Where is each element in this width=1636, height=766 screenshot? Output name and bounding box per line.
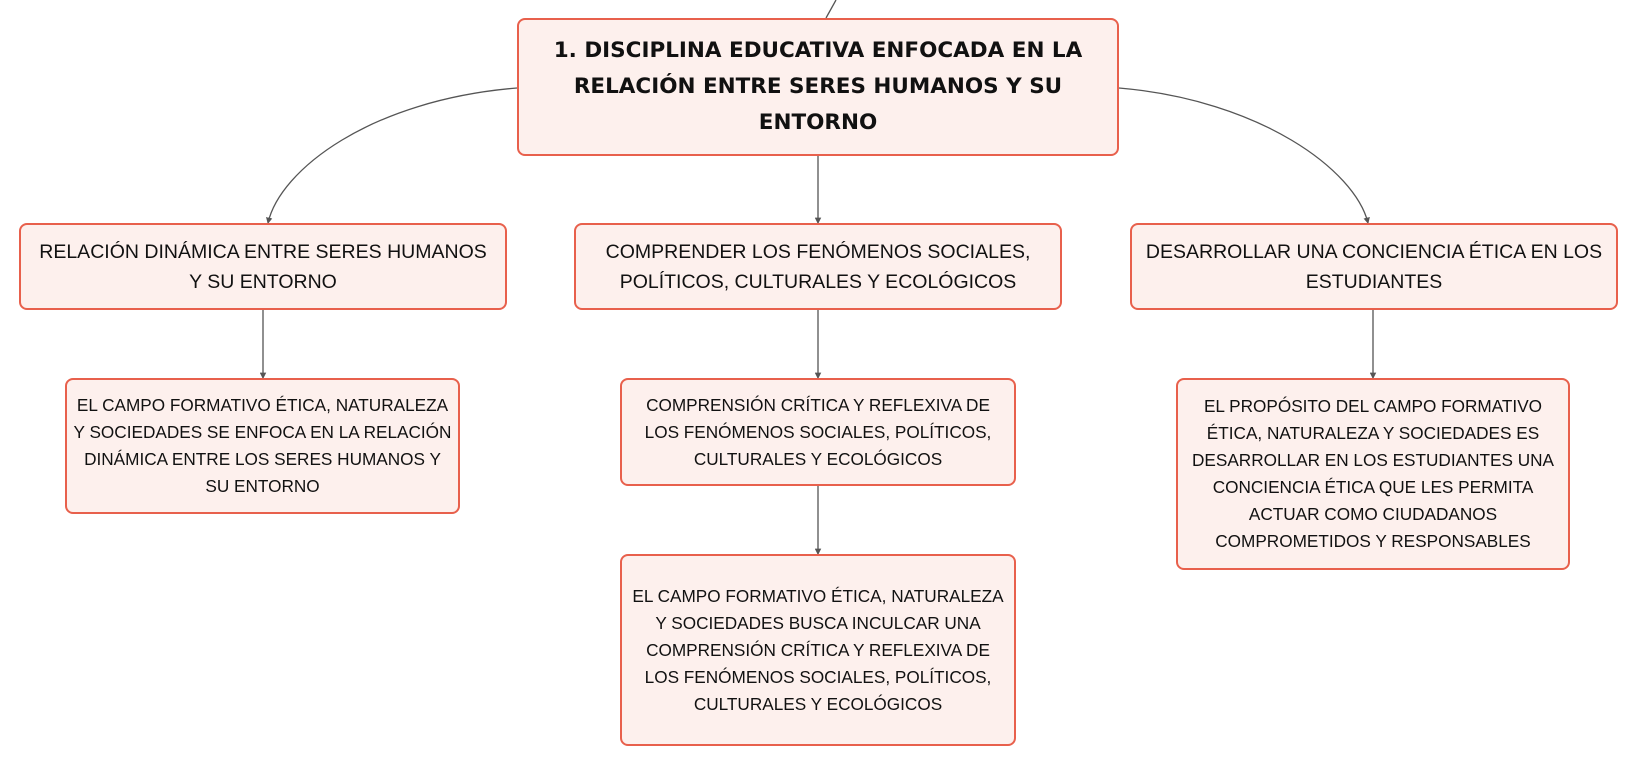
- branch-node-relacion-dinamica[interactable]: [19, 223, 507, 310]
- leaf-node-enfoque-relacion[interactable]: [65, 378, 460, 514]
- leaf-node-label: EL CAMPO FORMATIVO ÉTICA, NATURALEZA Y SOCIEDADES SE ENFOCA EN LA RELACIÓN DINÁMICA ENTRE LOS SERES HUMANOS Y SU ENTORNO: [73, 395, 452, 496]
- root-topic-node[interactable]: [517, 18, 1119, 156]
- connector-parent-to-root: [826, 0, 836, 18]
- leaf-node-label: COMPRENSIÓN CRÍTICA Y REFLEXIVA DE LOS FENÓMENOS SOCIALES, POLÍTICOS, CULTURALES Y ECOLÓGICOS: [644, 394, 992, 469]
- leaf-node-proposito-campo[interactable]: [1176, 378, 1570, 570]
- connector-root-to-left-branch: [268, 88, 517, 223]
- branch-node-label: COMPRENDER LOS FENÓMENOS SOCIALES, POLÍTICOS, CULTURALES Y ECOLÓGICOS: [605, 240, 1031, 293]
- leaf-node-inculcar-comprension[interactable]: [620, 554, 1016, 746]
- branch-node-comprender-fenomenos[interactable]: [574, 223, 1062, 310]
- leaf-node-label: EL PROPÓSITO DEL CAMPO FORMATIVO ÉTICA, NATURALEZA Y SOCIEDADES ES DESARROLLAR EN LOS ESTUDIANTES UNA CONCIENCIA ÉTICA QUE LES PERMITA ACTUAR COMO CIUDADANOS COMPROMETIDOS Y RESPONSABLES: [1192, 396, 1554, 551]
- leaf-node-comprension-critica[interactable]: [620, 378, 1016, 486]
- connector-root-to-right-branch: [1119, 88, 1368, 223]
- branch-node-label: RELACIÓN DINÁMICA ENTRE SERES HUMANOS Y SU ENTORNO: [39, 240, 487, 293]
- root-topic-label: 1. DISCIPLINA EDUCATIVA ENFOCADA EN LA RELACIÓN ENTRE SERES HUMANOS Y SU ENTORNO: [553, 38, 1083, 135]
- leaf-node-label: EL CAMPO FORMATIVO ÉTICA, NATURALEZA Y SOCIEDADES BUSCA INCULCAR UNA COMPRENSIÓN CRÍTICA Y REFLEXIVA DE LOS FENÓMENOS SOCIALES, POLÍTICOS, CULTURALES Y ECOLÓGICOS: [632, 585, 1004, 714]
- branch-node-label: DESARROLLAR UNA CONCIENCIA ÉTICA EN LOS ESTUDIANTES: [1145, 240, 1603, 293]
- branch-node-conciencia-etica[interactable]: [1130, 223, 1618, 310]
